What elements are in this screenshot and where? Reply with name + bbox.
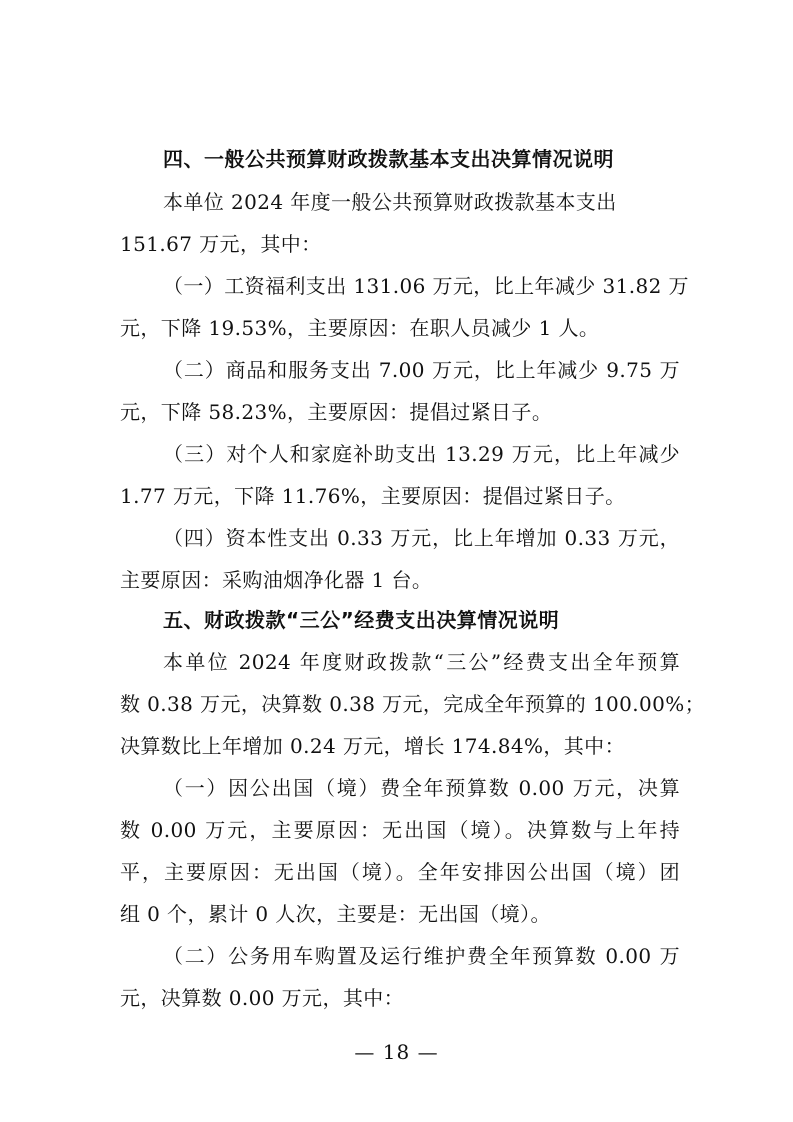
paragraph-line: （三）对个人和家庭补助支出 13.29 万元，比上年减少 bbox=[163, 442, 680, 466]
paragraph-line: 平，主要原因：无出国（境）。全年安排因公出国（境）团 bbox=[120, 860, 680, 884]
paragraph-line: 本单位 2024 年度财政拨款“三公”经费支出全年预算 bbox=[163, 650, 680, 674]
paragraph-line: 元，下降 19.53%，主要原因：在职人员减少 1 人。 bbox=[120, 316, 600, 340]
paragraph-line: 元，下降 58.23%，主要原因：提倡过紧日子。 bbox=[120, 400, 553, 424]
paragraph-line: （一）工资福利支出 131.06 万元，比上年减少 31.82 万 bbox=[163, 274, 689, 298]
paragraph-line: 本单位 2024 年度一般公共预算财政拨款基本支出 bbox=[163, 190, 617, 214]
section-heading-5: 五、财政拨款“三公”经费支出决算情况说明 bbox=[163, 608, 560, 632]
paragraph-line: （二）商品和服务支出 7.00 万元，比上年减少 9.75 万 bbox=[163, 358, 680, 382]
paragraph-line: 数 0.38 万元，决算数 0.38 万元，完成全年预算的 100.00%； bbox=[120, 692, 706, 716]
section-heading-4: 四、一般公共预算财政拨款基本支出决算情况说明 bbox=[163, 147, 614, 171]
page-number: — 18 — bbox=[354, 1040, 439, 1064]
paragraph-line: （一）因公出国（境）费全年预算数 0.00 万元，决算 bbox=[163, 776, 680, 800]
paragraph-line: 主要原因：采购油烟净化器 1 台。 bbox=[120, 568, 433, 592]
paragraph-line: （二）公务用车购置及运行维护费全年预算数 0.00 万 bbox=[163, 944, 680, 968]
paragraph-line: 决算数比上年增加 0.24 万元，增长 174.84%，其中： bbox=[120, 734, 625, 758]
paragraph-line: 151.67 万元，其中： bbox=[120, 232, 322, 256]
paragraph-line: 1.77 万元，下降 11.76%，主要原因：提倡过紧日子。 bbox=[120, 484, 626, 508]
paragraph-line: 元，决算数 0.00 万元，其中： bbox=[120, 986, 405, 1010]
paragraph-line: （四）资本性支出 0.33 万元，比上年增加 0.33 万元， bbox=[163, 526, 680, 550]
paragraph-line: 数 0.00 万元，主要原因：无出国（境）。决算数与上年持 bbox=[120, 818, 680, 842]
paragraph-line: 组 0 个，累计 0 人次，主要是：无出国（境）。 bbox=[120, 902, 551, 926]
